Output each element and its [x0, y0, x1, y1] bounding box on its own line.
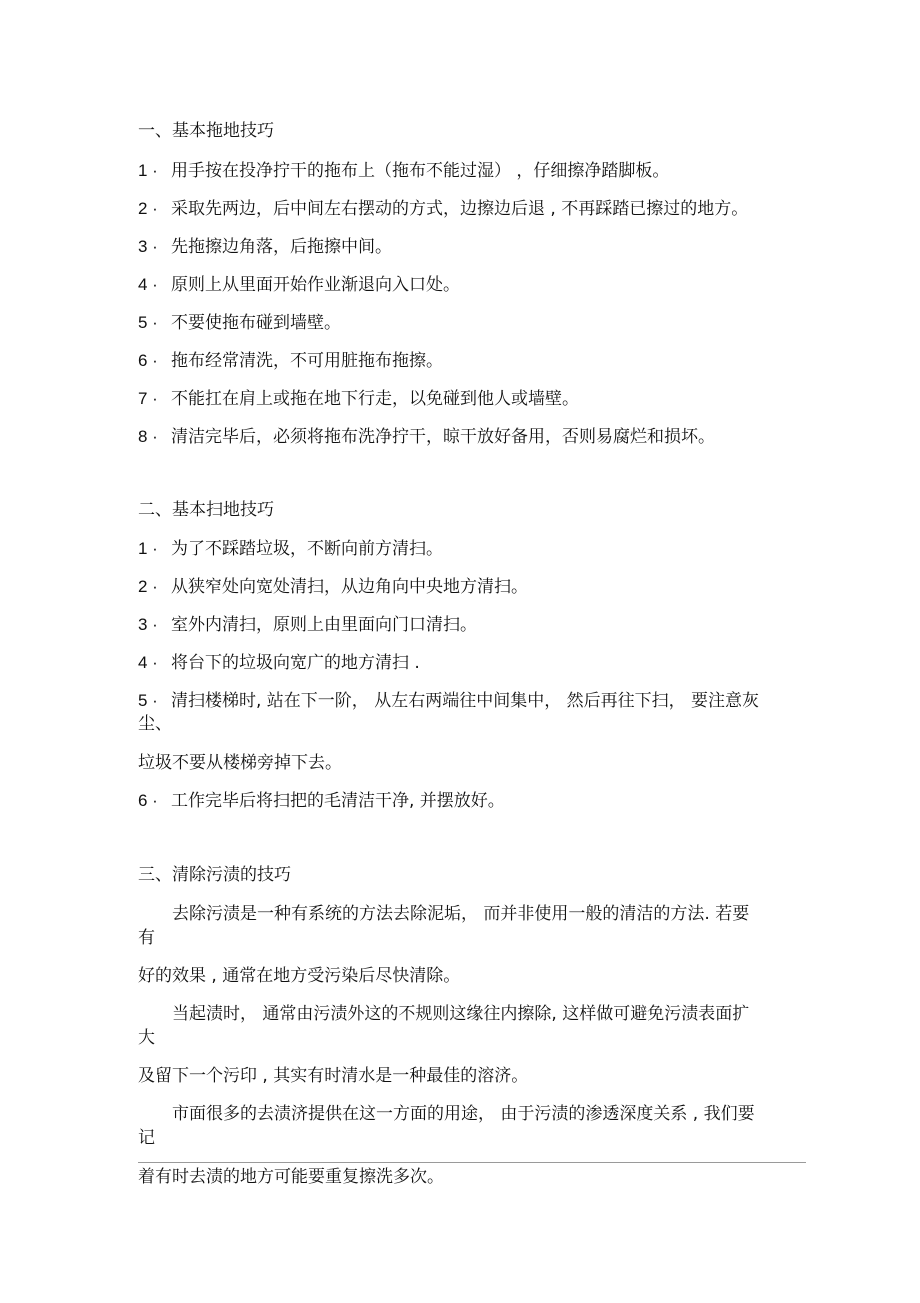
item-text: 将台下的垃圾向宽广的地方清扫 .: [171, 653, 420, 673]
wrapped-text: 尘、: [138, 714, 172, 734]
item-text: 室外内清扫，原则上由里面向门口清扫。: [171, 615, 477, 635]
item-text: 清扫楼梯时, 站在下一阶， 从左右两端往中间集中， 然后再往下扫， 要注意灰: [171, 691, 760, 711]
list-item: [138, 274, 460, 296]
item-number: 4 ·: [138, 275, 158, 294]
list-item: [138, 236, 392, 258]
paragraph-line: 着有时去渍的地方可能要重复擦洗多次。: [138, 1167, 444, 1187]
item-text: 用手按在投净拧干的拖布上（拖布不能过湿） ，仔细擦净踏脚板。: [171, 161, 670, 181]
item-number: 5 ·: [138, 313, 158, 332]
list-item: [138, 426, 715, 448]
item-number: 3 ·: [138, 237, 158, 256]
item-text: 清洁完毕后，必须将拖布洗净拧干，晾干放好备用，否则易腐烂和损坏。: [171, 427, 715, 447]
item-text: 不要使拖布碰到墙壁。: [171, 313, 341, 333]
item-text: 为了不踩踏垃圾，不断向前方清扫。: [171, 539, 443, 559]
item-text: 拖布经常清洗，不可用脏拖布拖擦。: [171, 351, 443, 371]
paragraph-line: 市面很多的去渍济提供在这一方面的用途， 由于污渍的渗透深度关系 , 我们要: [172, 1104, 755, 1124]
item-number: 4 ·: [138, 653, 158, 672]
item-number: 1 ·: [138, 539, 158, 558]
list-item: [138, 388, 579, 410]
list-item: [138, 790, 505, 812]
list-item: [138, 160, 669, 182]
item-number: 5 ·: [138, 691, 158, 710]
paragraph-line: 好的效果 , 通常在地方受污染后尽快清除。: [138, 966, 461, 986]
paragraph-line: 去除污渍是一种有系统的方法去除泥垢， 而并非使用一般的清洁的方法. 若要: [172, 904, 750, 924]
item-number: 1 ·: [138, 161, 158, 180]
item-text: 原则上从里面开始作业渐退向入口处。: [171, 275, 460, 295]
paragraph-line: 有: [138, 928, 155, 948]
section-heading-stains: 三、清除污渍的技巧: [138, 865, 291, 885]
item-number: 6 ·: [138, 791, 158, 810]
paragraph-line: 及留下一个污印 , 其实有时清水是一种最佳的溶济。: [138, 1066, 529, 1086]
section-heading-mopping: 一、基本拖地技巧: [138, 121, 274, 141]
item-number: 2 ·: [138, 577, 158, 596]
list-item: [138, 312, 341, 334]
item-number: 8 ·: [138, 427, 158, 446]
list-item: [138, 576, 528, 598]
item-number: 6 ·: [138, 351, 158, 370]
item-text: 不能扛在肩上或拖在地下行走，以免碰到他人或墙壁。: [171, 389, 579, 409]
wrapped-text: 垃圾不要从楼梯旁掉下去。: [138, 753, 342, 773]
section-heading-sweeping: 二、基本扫地技巧: [138, 500, 274, 520]
paragraph-line: 当起渍时， 通常由污渍外这的不规则这缘往内擦除, 这样做可避免污渍表面扩: [172, 1004, 750, 1024]
item-number: 2 ·: [138, 199, 158, 218]
paragraph-line: 记: [138, 1128, 155, 1148]
list-item: [138, 198, 748, 220]
item-number: 3 ·: [138, 615, 158, 634]
list-item: [138, 350, 443, 372]
paragraph-line: 大: [138, 1028, 155, 1048]
footer-divider: [138, 1162, 806, 1163]
list-item: [138, 690, 759, 712]
list-item: [138, 538, 443, 560]
list-item: [138, 614, 477, 636]
item-text: 工作完毕后将扫把的毛清洁干净, 并摆放好。: [171, 791, 505, 811]
item-text: 先拖擦边角落，后拖擦中间。: [171, 237, 392, 257]
list-item: [138, 652, 420, 674]
item-number: 7 ·: [138, 389, 158, 408]
item-text: 采取先两边，后中间左右摆动的方式，边擦边后退 , 不再踩踏已擦过的地方。: [171, 199, 749, 219]
item-text: 从狭窄处向宽处清扫，从边角向中央地方清扫。: [171, 577, 528, 597]
